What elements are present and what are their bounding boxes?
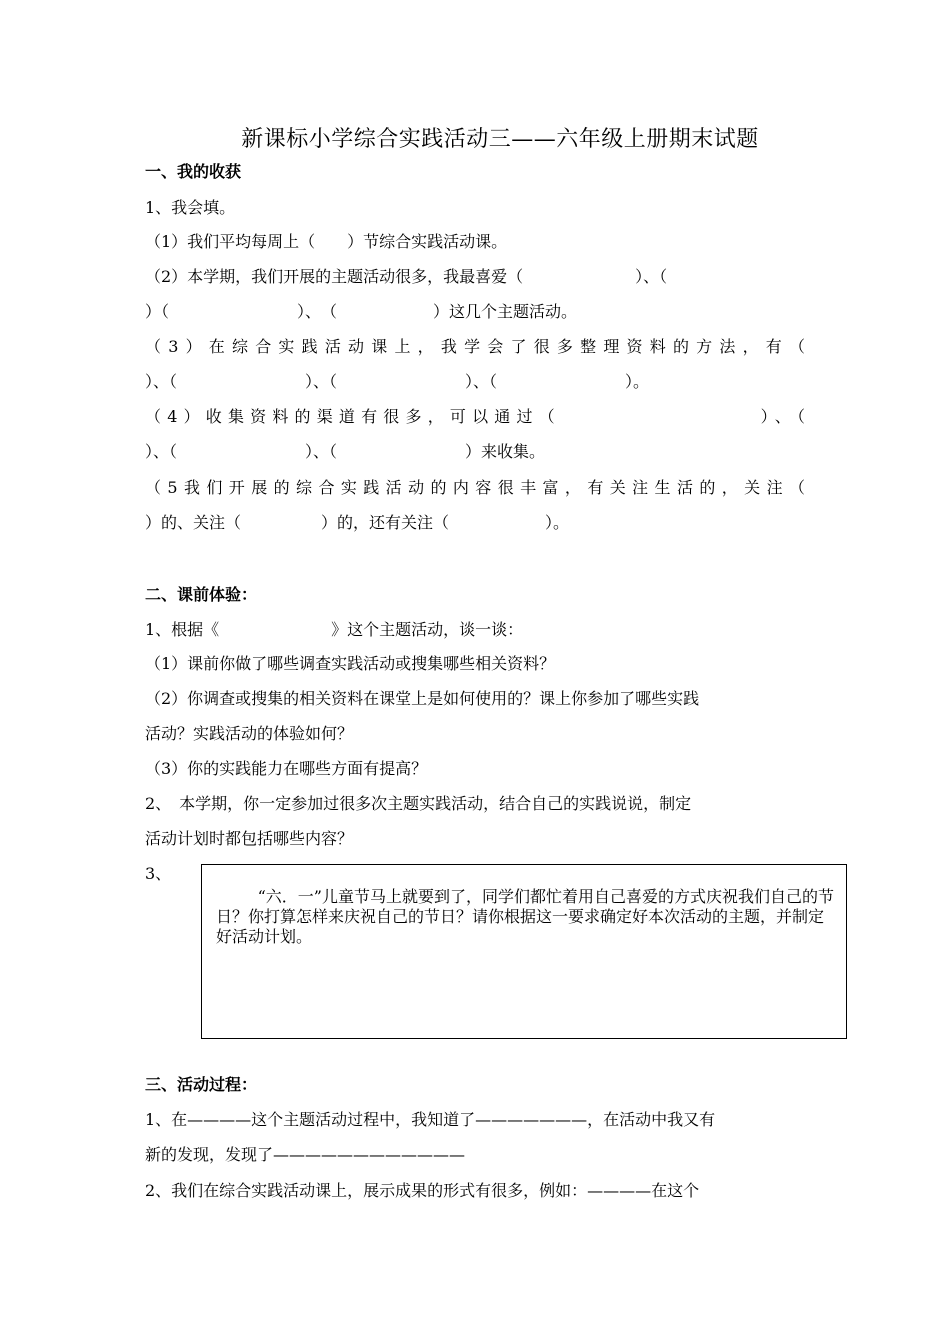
section-3-question-2-line-1: 2、我们在综合实践活动课上，展示成果的形式有很多，例如：————在这个: [145, 1181, 700, 1200]
question-1-item-2-line-1: （2）本学期，我们开展的主题活动很多，我最喜爱（ ）、（: [145, 267, 668, 286]
page-title: 新课标小学综合实践活动三——六年级上册期末试题: [241, 127, 759, 152]
section-2-question-2-line-1: 2、 本学期，你一定参加过很多次主题实践活动，结合自己的实践说说，制定: [145, 794, 692, 813]
question-1-item-3-line-2: ）、（ ）、（ ）、（ ）。: [145, 372, 650, 391]
section-2-question-3-label: 3、: [145, 864, 172, 883]
section-2-question-1-item-2-line-1: （2）你调查或搜集的相关资料在课堂上是如何使用的？课上你参加了哪些实践: [145, 689, 700, 708]
question-1-item-4-line-2: ）、（ ）、（ ）来收集。: [145, 442, 546, 461]
section-2-question-1: 1、根据《 》这个主题活动，谈一谈：: [145, 620, 524, 639]
question-1-item-1: （1）我们平均每周上（ ）节综合实践活动课。: [145, 232, 508, 251]
activity-prompt-text: “六．一”儿童节马上就要到了，同学们都忙着用自己喜爱的方式庆祝我们自己的节日？你打算怎样来庆祝自己的节日？请你根据这一要求确定好本次活动的主题，并制定好活动计划。: [216, 887, 834, 946]
section-2-question-1-item-3: （3）你的实践能力在哪些方面有提高？: [145, 759, 428, 778]
activity-prompt-box: [201, 864, 847, 1039]
section-3-question-1-line-1: 1、在————这个主题活动过程中，我知道了———————，在活动中我又有: [145, 1110, 716, 1129]
section-heading-1: 一、我的收获: [145, 162, 242, 181]
section-3-question-1-line-2: 新的发现，发现了————————————: [145, 1145, 466, 1164]
question-1-label: 1、我会填。: [145, 198, 236, 217]
question-1-item-3-line-1: （3）在综合实践活动课上，我学会了很多整理资料的方法，有（: [145, 337, 805, 356]
section-2-question-2-line-2: 活动计划时都包括哪些内容？: [145, 829, 354, 848]
question-1-item-4-line-1: （4）收集资料的渠道有很多，可以通过（ ）、（: [145, 407, 805, 426]
section-2-question-1-item-1: （1）课前你做了哪些调查实践活动或搜集哪些相关资料？: [145, 654, 556, 673]
section-heading-3: 三、活动过程：: [145, 1075, 258, 1094]
question-1-item-5-line-1: （5我们开展的综合实践活动的内容很丰富，有关注生活的，关注（: [145, 478, 805, 497]
section-2-question-1-item-2-line-2: 活动？实践活动的体验如何？: [145, 724, 354, 743]
question-1-item-5-line-2: ）的、关注（ ）的，还有关注（ ）。: [145, 513, 570, 532]
section-heading-2: 二、课前体验：: [145, 585, 258, 604]
question-1-item-2-line-2: ）（ ）、 （ ）这几个主题活动。: [145, 302, 578, 321]
